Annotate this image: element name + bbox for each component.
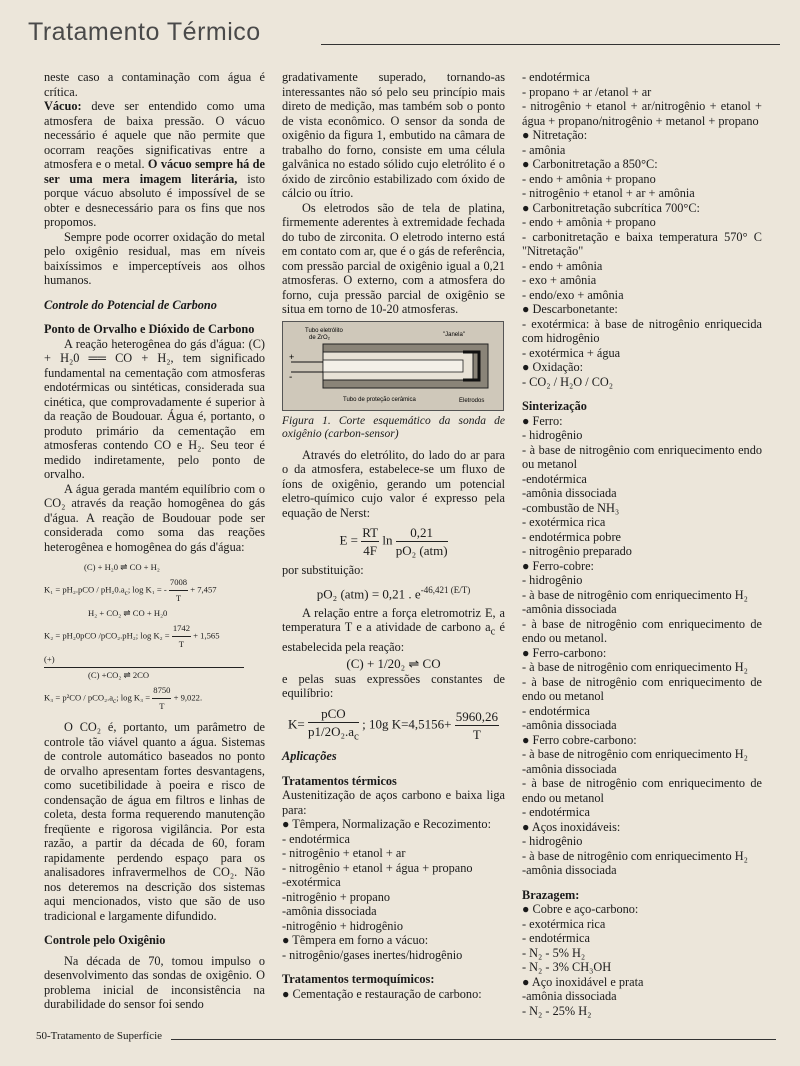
- list-item: - endo + amônia: [522, 258, 603, 273]
- reaction: (C) + 1/20₂ ⇌ CO: [346, 655, 441, 671]
- list-item: - endotérmica: [522, 70, 590, 84]
- equation: K₂ = pH₂0pCO /pCO₂.pH₂; log K₂ = $\frac{1742}{T}$ + 1,565: [44, 623, 220, 649]
- subsection-heading: Ponto de Orvalho e Dióxido de Carbono: [44, 322, 255, 336]
- list-item: - N₂ - 3% CH₃OH: [522, 960, 612, 974]
- page-header: [28, 14, 780, 50]
- page-footer: [36, 1030, 776, 1042]
- paragraph-vacuo: [44, 99, 265, 230]
- column-1: [44, 70, 265, 1012]
- list-item: - nitrogênio + etanol + água + propano: [282, 860, 473, 875]
- list-item: - hidrogênio: [522, 834, 583, 848]
- footer-label: 50-Tratamento de Superfície: [36, 1030, 163, 1042]
- list-item: ● Cobre e aço-carbono:: [522, 902, 639, 916]
- paragraph: Na década de 70, tomou impulso o desenvolvimento das sondas de oxigênio. O problema inicial de inconsistência na durabilidade do sensor foi sendo: [44, 953, 265, 1011]
- list-item: -exotérmica: [282, 875, 341, 890]
- figure-caption: Figura 1. Corte esquemático da sonda de oxigênio (carbon-sensor): [282, 414, 505, 440]
- list-item: - endotérmica: [522, 703, 590, 718]
- list-item: - propano + ar /etanol + ar: [522, 84, 652, 99]
- equation: $K_3 = p^2CO / pCO_2.a_c$; log K₃ = $\frac{8750}{T}$ + 9,022.: [44, 685, 203, 711]
- emphasis: O vácuo sempre há de ser uma mera imagem literária,: [44, 157, 265, 186]
- list-item: - endotérmica: [282, 831, 350, 846]
- paragraph: neste caso a contaminação com água é crítica.: [44, 70, 265, 99]
- text: isto porque vácuo absoluto é impossível de se obter e desnecessário para os fins que nos propomos.: [44, 171, 266, 229]
- section-heading: Aplicações: [282, 749, 337, 764]
- brazagem-list: [522, 902, 762, 1018]
- subsection-heading: Sinterização: [522, 399, 587, 413]
- list-item: - à base de nitrogênio com enriquecimento de endo ou metanol: [522, 674, 762, 703]
- list-item: - exotérmica + água: [522, 345, 621, 360]
- sensor-diagram-svg: [283, 322, 503, 410]
- label-eletrodos: Eletrodos: [459, 397, 485, 404]
- list-item: - endotérmica: [522, 931, 590, 945]
- list-item: - N₂ - 25% H₂: [522, 1003, 592, 1018]
- list-item: - exotérmica rica: [522, 916, 606, 931]
- paragraph: e pelas suas expressões constantes de equilíbrio:: [282, 671, 505, 701]
- list-item: - nitrogênio + etanol + ar: [282, 846, 406, 861]
- paragraph: A reação heterogênea do gás d'água: (C) + H₂0 ══ CO + H₂, tem significado fundamental na cementação com atmosferas endotérmicas ou sintéticas, considerada sua cinética, que comprovadamente é superior à da reação de Boudouar. Água é, portanto, o produto primário da cementação em atmosferas contendo CO e H₂. Seu teor é medido indiretamente, pelo ponto de orvalho.: [44, 336, 265, 481]
- list-item: - à base de nitrogênio com enriquecimento H₂: [522, 660, 748, 674]
- subsection-heading: Tratamentos térmicos: [282, 773, 397, 788]
- list-item: - carbonitretação e baixa temperatura 570° C "Nitretação": [522, 229, 762, 258]
- list-item: - hidrogênio: [522, 573, 583, 587]
- text: deve ser entendido como uma atmosfera de baixa pressão. O vácuo necessário é aquele que não permite que ocorram reações significativas entre a atmosfera e o metal.: [44, 99, 265, 171]
- list-item: ● Nitretação:: [522, 128, 588, 142]
- list-item: -endotérmica: [522, 471, 587, 486]
- list-item: ● Ferro-cobre:: [522, 558, 594, 573]
- list-item: -nitrogênio + hidrogênio: [282, 918, 403, 933]
- list-item: - endo/exo + amônia: [522, 287, 624, 302]
- label-zro2: de ZrO₂: [309, 334, 330, 341]
- list-item: ● Aços inoxidáveis:: [522, 819, 621, 834]
- paragraph: O CO₂ é, portanto, um parâmetro de controle tão viável quanto a água. Sistemas de controle automático baseados no ponto de orvalho apresentam fortes desvantagens, como sucetibilidade à poeira e risco de condensação de água em filtros e linhas de coleta, desta forma requerendo manutenção freqüente e rigorosa vigilância. Por esta razão, a partir da década de 60, foram rapidamente perdendo espaço para os analisadores infravermelhos de CO₂. Não nos deteremos na descrição dos sistemas aqui mencionados, visto que são de uso tradicional e largamente difundido.: [44, 720, 265, 923]
- label-janela: "Janela": [443, 331, 465, 338]
- list-item: -nitrogênio + propano: [282, 889, 391, 904]
- list-item: - endotérmica: [522, 805, 590, 819]
- list-item: - à base de nitrogênio com enriquecimento H₂: [522, 587, 748, 602]
- list-item: - nitrogênio preparado: [522, 544, 632, 558]
- subsection-heading: Brazagem:: [522, 887, 580, 902]
- paragraph: Os eletrodos são de tela de platina, firmemente aderentes à extremidade fechada do tubo de zirconita. O eletrodo interno está em contato com ar, que é o gás de referência, com pressão parcial de oxigênio igual a 0,21 atmosferas. O externo, com a atmosfera do forno, cuja pressão parcial de oxigênio se situa em torno de 10-20 atmosferas.: [282, 200, 505, 316]
- subsection-heading: Tratamentos termoquímicos:: [282, 972, 435, 987]
- paragraph: gradativamente superado, tornando-as interessantes não só pelo seu princípio mais direto de medição, mas também sob o ponto de vista econômico. O sensor da sonda de oxigênio da figura 1, embutido na câmara de trabalho do forno, consiste em uma célula galvânica no estado sólido cujo eletrólito é o óxido de zircônio estabilizado com óxido de cálcio ou ítrio.: [282, 70, 505, 200]
- list-item: - amônia: [522, 142, 566, 157]
- list-item: - N₂ - 5% H₂: [522, 945, 586, 960]
- list-item: -amônia dissociada: [282, 904, 377, 919]
- sinterizacao-list: [522, 414, 762, 878]
- equation: (C) + H₂0 ⇌ CO + H₂: [84, 562, 160, 572]
- subsection-heading: Controle pelo Oxigênio: [44, 933, 166, 947]
- sensor-diagram: [282, 321, 504, 411]
- list-item: -amônia dissociada: [522, 602, 617, 616]
- list-item: -amônia dissociada: [522, 718, 617, 732]
- list-item: -amônia dissociada: [522, 761, 617, 776]
- list-item: ● Ferro cobre-carbono:: [522, 732, 637, 747]
- list-item: ● Têmpera em forno a vácuo:: [282, 933, 429, 948]
- list-item: - nitrogênio/gases inertes/hidrogênio: [282, 947, 463, 962]
- equation: $K_1 = pH_2.pCO / pH_20.a_c$; log K₁ = - $\frac{7008}{T}$ + 7,457: [44, 577, 217, 603]
- footer-rule: [171, 1039, 776, 1040]
- term-vacuo: Vácuo:: [44, 99, 82, 113]
- nerst-equation: E = $\frac{RT}{4F}$ ln $\frac{0,21}{\text{pO₂ (atm)}}$: [339, 525, 448, 558]
- column-2: [282, 70, 505, 1001]
- column-3-list: [522, 70, 762, 389]
- page-title: Tratamento Térmico: [28, 18, 261, 46]
- list-item: ● Aço inoxidável e prata: [522, 974, 644, 989]
- list-item: - à base de nitrogênio com enriquecimento H₂: [522, 747, 748, 761]
- equation: H₂ + CO₂ ⇌ CO + H₂0: [88, 608, 168, 618]
- list-item: - endotérmica pobre: [522, 529, 622, 544]
- list-item: - exotérmica rica: [522, 515, 606, 529]
- k-equation: K= $\frac{\text{pCO}}{p1/2O_2.a_c}$ ; 10g K=4,5156+ $\frac{5960,26}{T}$: [287, 705, 499, 743]
- list-item: ● Carbonitretação subcrítica 700°C:: [522, 200, 700, 215]
- list-item: - à base de nitrogênio com enriquecimento de endo ou metanol.: [522, 616, 762, 645]
- paragraph: A água gerada mantém equilíbrio com o CO₂ através da reação homogênea do gás d'água. A reação de Boudouar pode ser considerada como soma das reações heterogênea e homogênea do gás d'água:: [44, 481, 265, 554]
- paragraph: Através do eletrólito, do lado do ar para o da atmosfera, estabelece-se um fluxo de íons de oxigênio, gerando um potencial eletro-químico cujo valor é expresso pela equação de Nerst:: [282, 447, 505, 520]
- svg-text:+: +: [289, 351, 295, 362]
- list-item: - endo + amônia + propano: [522, 171, 656, 186]
- paragraph: Sempre pode ocorrer oxidação do metal pelo oxigênio residual, mas em níveis baixíssimos e imperceptíveis aos olhos humanos.: [44, 229, 265, 287]
- list-item: ● Descarbonetante:: [522, 302, 618, 316]
- list-item: Austenitização de aços carbono e baixa liga para:: [282, 788, 505, 817]
- svg-text:-: -: [289, 371, 293, 383]
- list-item: ● Cementação e restauração de carbono:: [282, 986, 482, 1001]
- list-item: -amônia dissociada: [522, 486, 617, 500]
- list-item: - exotérmica: à base de nitrogênio enriquecida com hidrogênio: [522, 316, 762, 345]
- list-item: - CO₂ / H₂O / CO₂: [522, 374, 614, 389]
- list-item: - exo + amônia: [522, 273, 597, 287]
- list-item: ● Oxidação:: [522, 360, 584, 374]
- list-item: - nitrogênio + etanol + ar + amônia: [522, 186, 695, 200]
- paragraph: A relação entre a força eletromotriz E, a temperatura T e a atividade de carbono $a_c$ é estabelecida pela reação:: [282, 605, 505, 655]
- list-item: ● Ferro:: [522, 413, 563, 428]
- list-item: - nitrogênio + etanol + ar/nitrogênio + etanol + água + propano/nitrogênio + metanol + propano: [522, 99, 762, 128]
- column-3: [522, 70, 762, 1018]
- list-item: - endo + amônia + propano: [522, 215, 656, 229]
- list-item: -amônia dissociada: [522, 863, 617, 877]
- list-item: - à base de nitrogênio com enriquecimento H₂: [522, 848, 748, 863]
- list-item: ● Carbonitretação a 850°C:: [522, 157, 658, 171]
- equation: (+): [44, 652, 244, 668]
- list-item: -amônia dissociada: [522, 989, 617, 1003]
- list-item: ● Têmpera, Normalização e Recozimento:: [282, 817, 491, 832]
- section-heading: Controle do Potencial de Carbono: [44, 297, 217, 312]
- list-item: - à base de nitrogênio com enriquecimento endo ou metanol: [522, 442, 762, 471]
- label-protecao: Tubo de proteção cerâmica: [343, 396, 416, 403]
- list-item: - hidrogênio: [522, 428, 583, 442]
- list-item: ● Ferro-carbono:: [522, 645, 607, 660]
- po2-equation: pO₂ (atm) = 0,21 . $e^{-46,421 (E/T)}$: [316, 584, 471, 601]
- header-rule: [321, 44, 780, 45]
- list-item: -combustão de NH₃: [522, 500, 620, 515]
- label-tubo: Tubo eletrólito: [305, 327, 343, 334]
- equation: (C) +CO₂ ⇌ 2CO: [88, 670, 150, 680]
- paragraph: por substituição:: [282, 563, 364, 577]
- list-item: - à base de nitrogênio com enriquecimento de endo ou metanol: [522, 776, 762, 805]
